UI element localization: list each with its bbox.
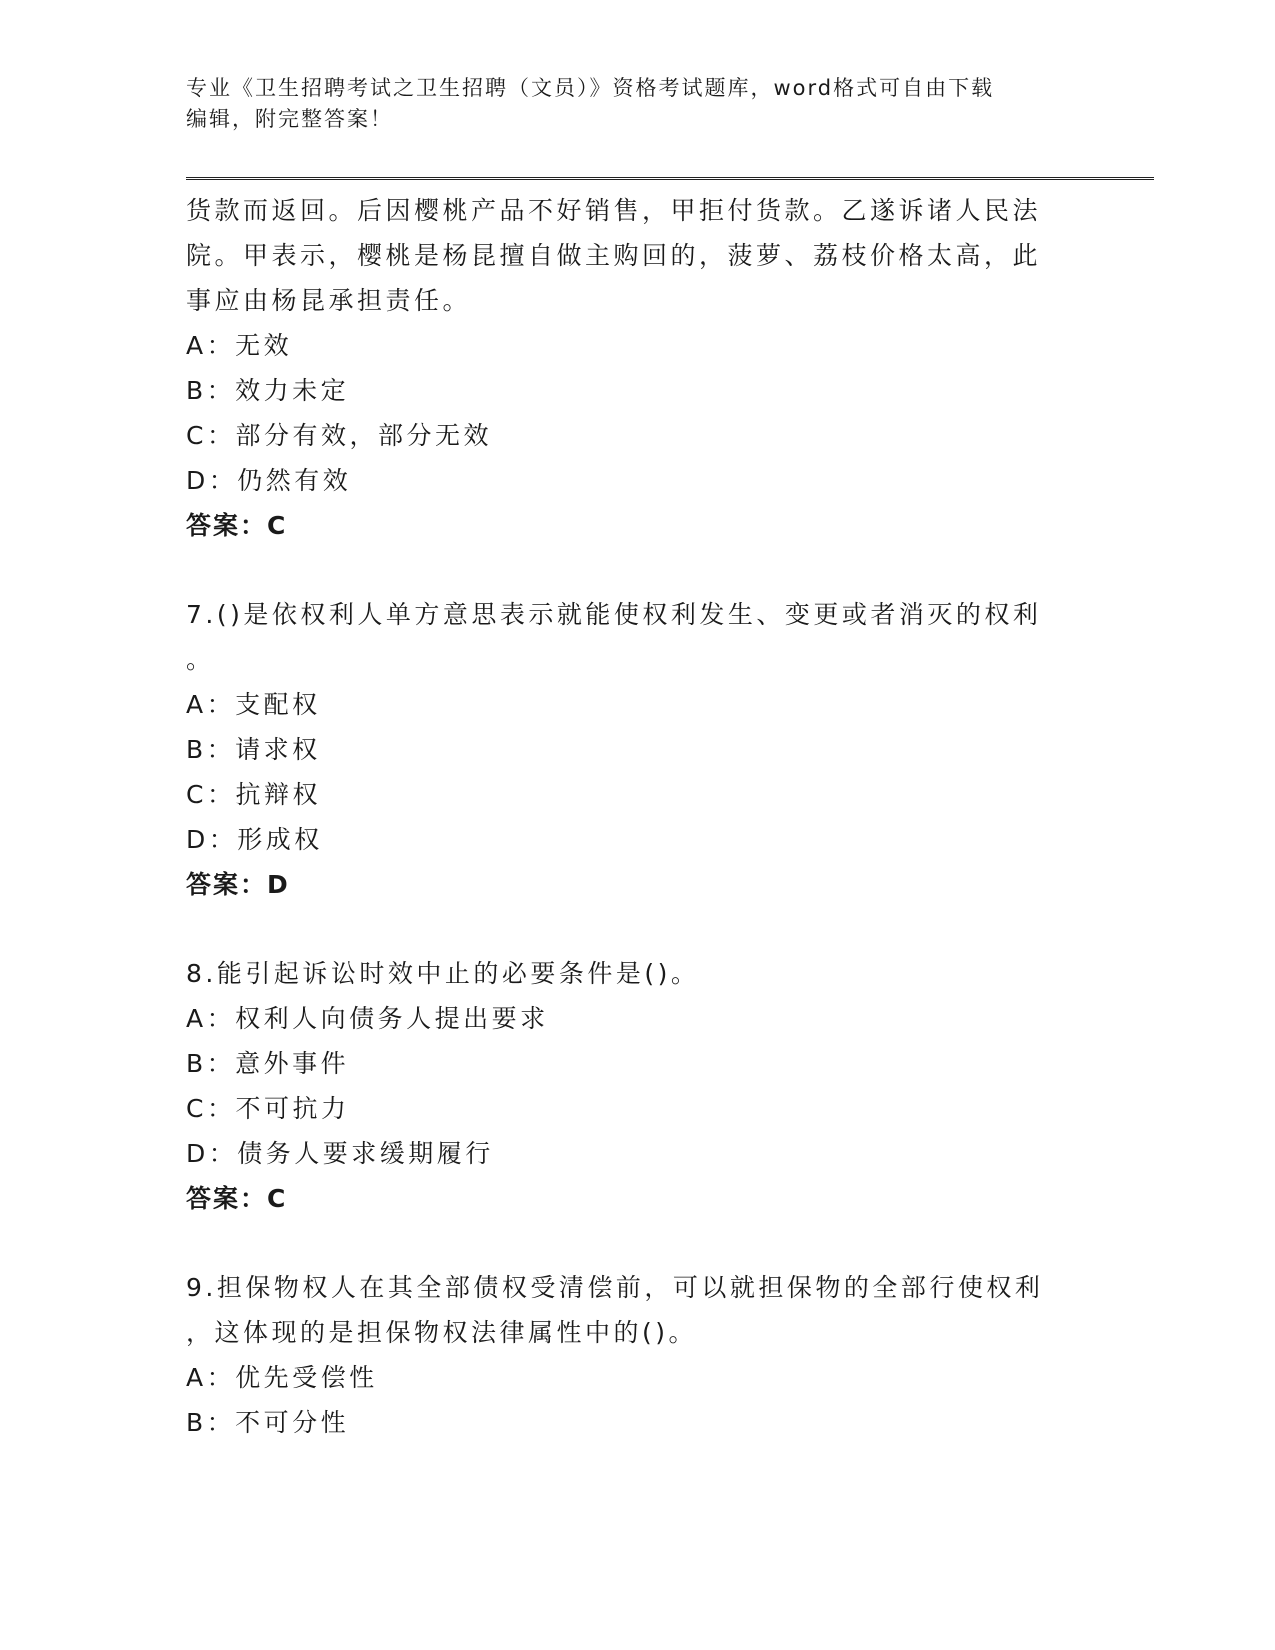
spacer (186, 907, 1066, 951)
question-8 (186, 951, 1066, 1221)
option-b: B：不可分性 (186, 1408, 350, 1437)
header-line-1: 专业《卫生招聘考试之卫生招聘（文员）》资格考试题库，word格式可自由下载 (186, 76, 995, 100)
option-b: B：效力未定 (186, 376, 350, 405)
answer-line: 答案：C (186, 511, 288, 540)
option-c: C：部分有效，部分无效 (186, 421, 492, 450)
question-text-line: 院。甲表示，樱桃是杨昆擅自做主购回的，菠萝、荔枝价格太高，此 (186, 241, 1042, 270)
option-d: D：债务人要求缓期履行 (186, 1139, 494, 1168)
question-9 (186, 1265, 1066, 1445)
option-a: A：优先受偿性 (186, 1363, 378, 1392)
header-line-2: 编辑，附完整答案！ (186, 107, 393, 131)
option-a: A：支配权 (186, 690, 321, 719)
spacer (186, 548, 1066, 592)
question-text-line: 事应由杨昆承担责任。 (186, 286, 472, 315)
option-b: B：意外事件 (186, 1049, 350, 1078)
question-6 (186, 188, 1066, 548)
option-b: B：请求权 (186, 735, 321, 764)
answer-line: 答案：D (186, 870, 290, 899)
question-text-line: ，这体现的是担保物权法律属性中的()。 (186, 1318, 698, 1347)
question-text-line: 货款而返回。后因樱桃产品不好销售，甲拒付货款。乙遂诉诸人民法 (186, 196, 1042, 225)
option-a: A：无效 (186, 331, 293, 360)
question-text-line: 9.担保物权人在其全部债权受清偿前，可以就担保物的全部行使权利 (186, 1273, 1044, 1302)
question-7 (186, 592, 1066, 907)
document-body (186, 188, 1066, 1445)
option-d: D：仍然有效 (186, 466, 352, 495)
question-text-line: 8.能引起诉讼时效中止的必要条件是()。 (186, 959, 700, 988)
question-text-line: 7.()是依权利人单方意思表示就能使权利发生、变更或者消灭的权利 (186, 600, 1042, 629)
header-divider (186, 177, 1154, 180)
option-d: D：形成权 (186, 825, 323, 854)
document-header (186, 73, 1066, 135)
option-a: A：权利人向债务人提出要求 (186, 1004, 549, 1033)
question-text-line: 。 (186, 645, 215, 674)
option-c: C：不可抗力 (186, 1094, 350, 1123)
spacer (186, 1221, 1066, 1265)
answer-line: 答案：C (186, 1184, 288, 1213)
option-c: C：抗辩权 (186, 780, 321, 809)
